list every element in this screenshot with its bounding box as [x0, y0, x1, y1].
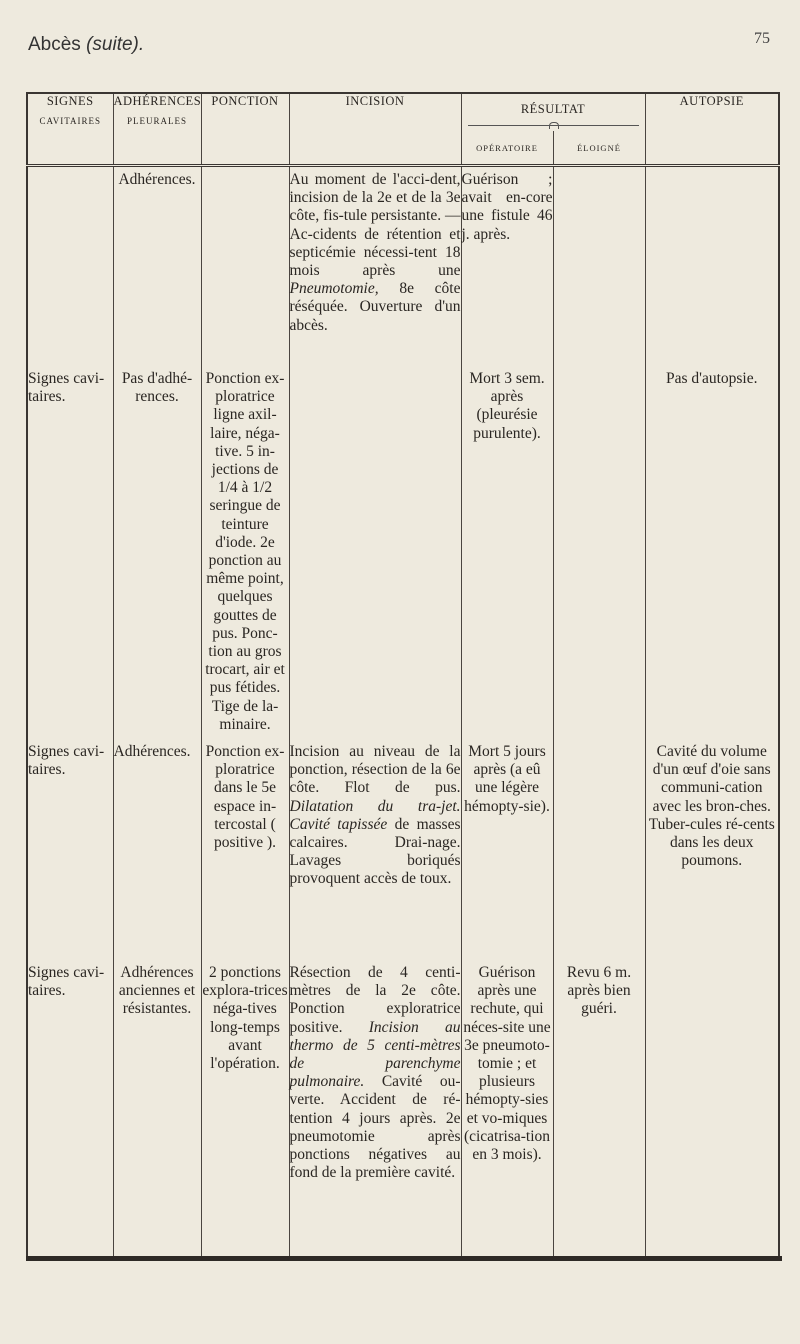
header-resultat-title: RÉSULTAT [520, 102, 586, 116]
cell-resultat-eloigne [553, 167, 645, 369]
cell-incision [289, 963, 461, 1260]
incision-italic: Incision au thermo de 5 centi-mètres de parenchyme pulmonaire. [289, 1018, 461, 1091]
case-table [26, 92, 780, 1260]
cell-autopsie [645, 963, 779, 1260]
cell-autopsie: Pas d'autopsie. [645, 369, 779, 742]
cell-ponction [201, 167, 289, 369]
running-head-suffix: (suite). [86, 34, 145, 55]
cell-signes [27, 167, 113, 369]
header-adherences-title: ADHÉRENCES [113, 94, 202, 108]
incision-text-cont: Cavité ou-verte. Accident de ré-tention 4 jours après. 2e pneumotomie après ponctions négatives au fond de la première cavité. [289, 1073, 461, 1182]
header-resultat-eloigne: ÉLOIGNÉ [553, 131, 645, 164]
running-head-title: Abcès [28, 34, 81, 55]
cell-autopsie [645, 167, 779, 369]
header-signes-title: SIGNES [46, 94, 94, 108]
cell-incision [289, 167, 461, 369]
header-resultat [461, 93, 645, 166]
header-ponction: PONCTION [201, 93, 289, 166]
cell-resultat-operatoire: Mort 3 sem. après (pleurésie purulente). [461, 369, 553, 742]
cell-adherences: Pas d'adhé-rences. [113, 369, 201, 742]
header-adherences-sub: PLEURALES [126, 116, 187, 126]
cell-adherences: Adhérences. [113, 167, 201, 369]
running-head [28, 34, 144, 56]
page-number: 75 [754, 30, 770, 47]
cell-ponction: Ponction ex-ploratrice ligne axil-laire, néga-tive. 5 in-jections de 1/4 à 1/2 seringue de teinture d'iode. 2e ponction au même point, quelques gouttes de pus. Ponc-tion au gros trocart, air et pus fétides. Tige de la-minaire. [201, 369, 289, 742]
header-signes-sub: CAVITAIRES [39, 116, 102, 126]
cell-resultat-operatoire: Guérison après une rechute, qui néces-site une 3e pneumoto-tomie ; et plusieurs hémopty-sies et vo-miques (cicatrisa-tion en 3 mois). [461, 963, 553, 1260]
cell-resultat-eloigne [553, 742, 645, 963]
header-autopsie: AUTOPSIE [645, 93, 779, 166]
cell-resultat-eloigne [553, 369, 645, 742]
incision-text-cont: de masses calcaires. Drai-nage. Lavages boriqués provoquent accès de toux. [289, 815, 461, 888]
cell-signes: Signes cavi-taires. [28, 370, 105, 406]
cell-resultat-operatoire: Mort 5 jours après (a eû une légère hémopty-sie). [461, 742, 553, 963]
cell-autopsie: Cavité du volume d'un œuf d'oie sans communi-cation avec les bron-ches. Tuber-cules ré-cents dans les deux poumons. [645, 742, 779, 963]
cell-ponction: Ponction ex-ploratrice dans le 5e espace in-tercostal ( positive ). [201, 742, 289, 963]
cell-signes: Signes cavi-taires. [28, 743, 105, 779]
cell-adherences: Adhérences. [113, 742, 201, 963]
incision-text: Résection de 4 centi-mètres de la 2e côte. Ponction exploratrice positive. [289, 964, 461, 1036]
bottom-rule [26, 1256, 782, 1261]
incision-italic: Dilatation du tra-jet. Cavité tapissée [289, 797, 461, 833]
cell-incision [289, 742, 461, 963]
cell-signes: Signes cavi-taires. [28, 964, 105, 1000]
cell-adherences: Adhérences anciennes et résistantes. [113, 963, 201, 1260]
header-adherences [113, 93, 201, 166]
cell-resultat-eloigne: Revu 6 m. après bien guéri. [553, 963, 645, 1260]
cell-ponction: 2 ponctions explora-trices néga-tives long-temps avant l'opération. [201, 963, 289, 1260]
incision-italic: Pneumotomie, [289, 280, 379, 298]
incision-text-cont: 8e côte réséquée. Ouverture d'un abcès. [289, 280, 461, 334]
header-signes [27, 93, 113, 166]
cell-incision [289, 369, 461, 742]
table-row [27, 963, 779, 1260]
table-row [27, 742, 779, 963]
cell-resultat-operatoire: Guérison ; avait en-core une fistule 46 j. après. [461, 167, 553, 369]
header-incision: INCISION [289, 93, 461, 166]
incision-text: Incision au niveau de la ponction, résection de la 6e côte. Flot de pus. [289, 743, 461, 797]
table-row [27, 369, 779, 742]
header-resultat-operatoire: OPÉRATOIRE [476, 142, 538, 153]
table-row [27, 167, 779, 369]
incision-text: Au moment de l'acci-dent, incision de la 2e et de la 3e côte, fis-tule persistante. —Ac-cidents de rétention et septicémie nécessi-tent 18 mois après une [289, 171, 461, 280]
brace-mark [468, 119, 639, 131]
